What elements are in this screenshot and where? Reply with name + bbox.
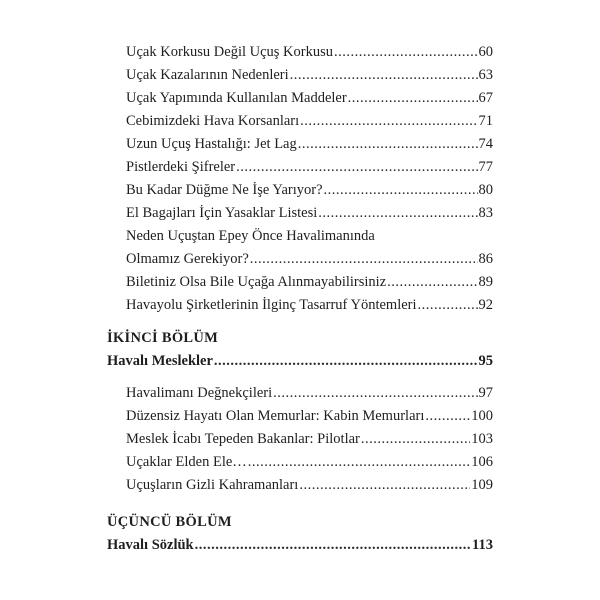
- entry-title: Düzensiz Hayatı Olan Memurlar: Kabin Memurları: [126, 408, 425, 424]
- chapter-title: Havalı Meslekler: [107, 353, 213, 369]
- toc-entry: [126, 133, 493, 155]
- leader-dots: [348, 87, 478, 109]
- entry-page: 97: [478, 385, 493, 401]
- entry-page: 86: [478, 251, 493, 267]
- toc-entry: [126, 41, 493, 63]
- part-heading: İKİNCİ BÖLÜM: [107, 330, 219, 346]
- entry-page: 89: [478, 274, 493, 290]
- entry-title: Meslek İcabı Tepeden Bakanlar: Pilotlar: [126, 431, 360, 447]
- leader-dots: [300, 110, 477, 132]
- leader-dots: [273, 382, 477, 404]
- toc-entry: [126, 474, 493, 496]
- toc-entry: [126, 87, 493, 109]
- entry-title: Olmamız Gerekiyor?: [126, 251, 249, 267]
- entry-title: Uçuşların Gizli Kahramanları: [126, 477, 299, 493]
- entry-title: Havalimanı Değnekçileri: [126, 385, 273, 401]
- entry-page: 71: [478, 113, 493, 129]
- entry-page: 60: [478, 44, 493, 60]
- chapter-page: 113: [472, 537, 493, 553]
- toc-entry: [126, 225, 493, 247]
- leader-dots: [214, 350, 478, 372]
- entry-title: Cebimizdeki Hava Korsanları: [126, 113, 300, 129]
- entry-page: 67: [478, 90, 493, 106]
- entry-title: Biletiniz Olsa Bile Uçağa Alınmayabilirsiniz: [126, 274, 387, 290]
- entry-page: 106: [471, 454, 493, 470]
- toc-entry: [126, 202, 493, 224]
- chapter-page: 95: [478, 353, 493, 369]
- toc-entry: [126, 110, 493, 132]
- leader-dots: [299, 474, 470, 496]
- leader-dots: [298, 133, 478, 155]
- entry-title: Neden Uçuştan Epey Önce Havalimanında: [126, 228, 375, 244]
- toc-entry: [126, 179, 493, 201]
- entry-title: Bu Kadar Düğme Ne İşe Yarıyor?: [126, 182, 323, 198]
- entry-title: Uzun Uçuş Hastalığı: Jet Lag: [126, 136, 297, 152]
- entry-title: Uçaklar Elden Ele…: [126, 454, 247, 470]
- entry-page: 100: [471, 408, 493, 424]
- leader-dots: [425, 405, 470, 427]
- leader-dots: [387, 271, 477, 293]
- leader-dots: [324, 179, 478, 201]
- leader-dots: [318, 202, 477, 224]
- entry-title: Uçak Yapımında Kullanılan Maddeler: [126, 90, 347, 106]
- toc-entry: [126, 271, 493, 293]
- entry-page: 109: [471, 477, 493, 493]
- entry-page: 83: [478, 205, 493, 221]
- toc-entry: [126, 156, 493, 178]
- entry-page: 74: [478, 136, 493, 152]
- toc-entry: [126, 428, 493, 450]
- leader-dots: [195, 534, 471, 556]
- entry-title: El Bagajları İçin Yasaklar Listesi: [126, 205, 318, 221]
- chapter-entry: [107, 534, 493, 556]
- leader-dots: [250, 248, 478, 270]
- entry-title: Uçak Kazalarının Nedenleri: [126, 67, 289, 83]
- toc-entry: [126, 64, 493, 86]
- leader-dots: [361, 428, 470, 450]
- toc-entry: [126, 294, 493, 316]
- toc-entry: [126, 451, 493, 473]
- chapter-title: Havalı Sözlük: [107, 537, 194, 553]
- entry-page: 77: [478, 159, 493, 175]
- chapter-entry: [107, 350, 493, 372]
- leader-dots: [334, 41, 478, 63]
- leader-dots: [248, 451, 470, 473]
- toc-entry: [126, 248, 493, 270]
- toc-entry: [126, 405, 493, 427]
- entry-title: Pistlerdeki Şifreler: [126, 159, 236, 175]
- toc-entry: [126, 382, 493, 404]
- part-heading: ÜÇÜNCÜ BÖLÜM: [107, 514, 232, 530]
- entry-page: 80: [478, 182, 493, 198]
- leader-dots: [418, 294, 478, 316]
- entry-page: 92: [478, 297, 493, 313]
- leader-dots: [290, 64, 478, 86]
- entry-title: Havayolu Şirketlerinin İlginç Tasarruf Yöntemleri: [126, 297, 417, 313]
- entry-page: 103: [471, 431, 493, 447]
- entry-title: Uçak Korkusu Değil Uçuş Korkusu: [126, 44, 333, 60]
- leader-dots: [236, 156, 477, 178]
- entry-page: 63: [478, 67, 493, 83]
